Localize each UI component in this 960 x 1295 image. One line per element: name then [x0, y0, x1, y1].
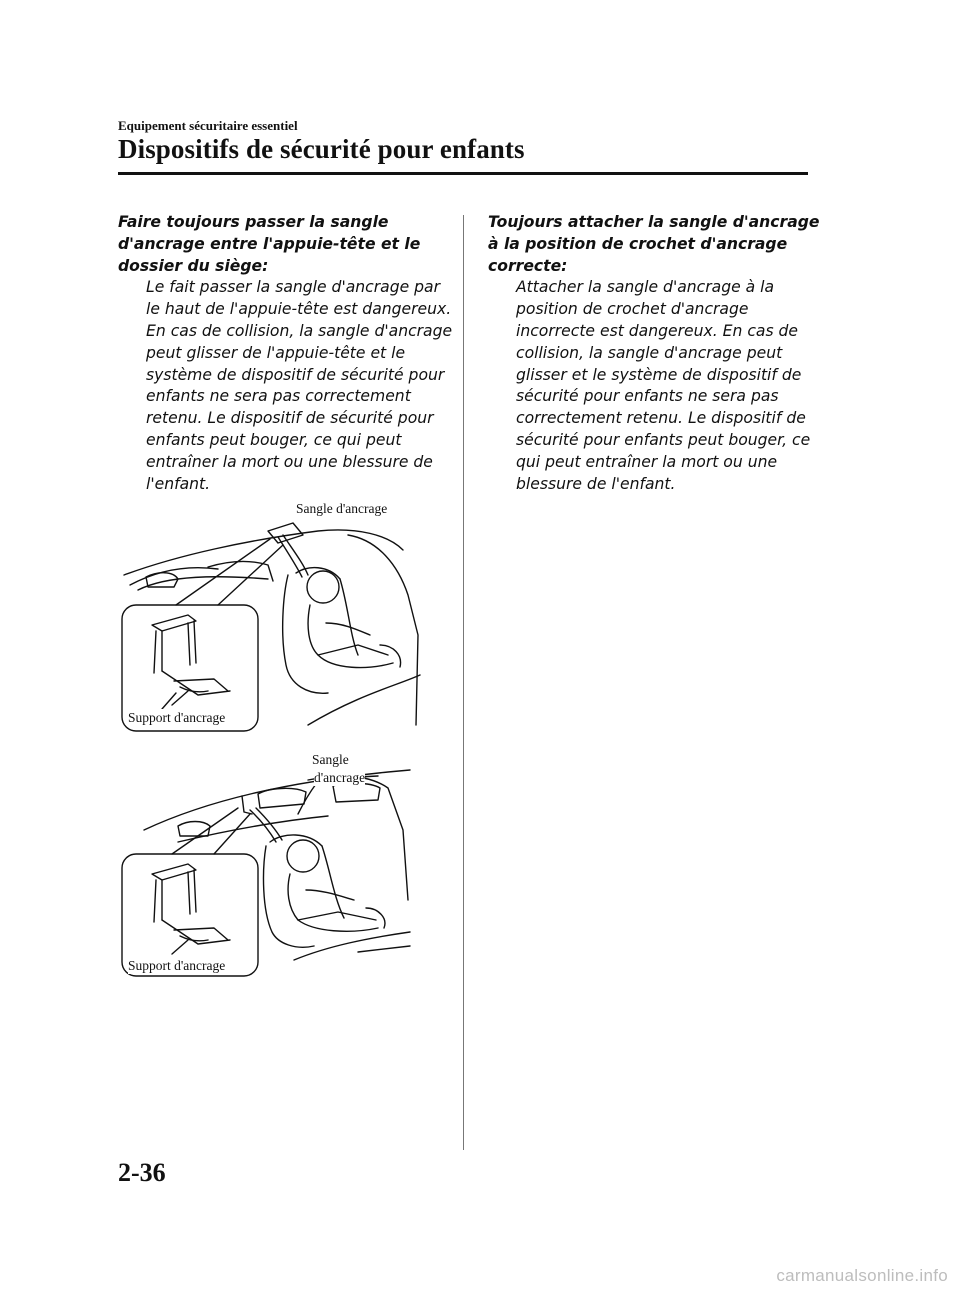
warning-left-body: Le fait passer la sangle d'ancrage par le haut de l'appuie-tête est dangereux. En cas de collision, la sangle d'ancrage peut glisser de l'appuie-tête et le système de dispositif de sécurité pour enfants ne sera pas correctement retenu. Le dispositif de sécurité pour enfants peut bouger, ce qui peut entraîner la mort ou une blessure de l'enfant.	[146, 278, 453, 493]
title-rule	[118, 172, 808, 175]
warning-left	[118, 212, 458, 495]
figure-correct-anchor-position	[118, 750, 418, 982]
figure-tether-over-headrest	[118, 495, 438, 735]
child-seat-illustration-1	[118, 495, 438, 735]
page-number: 2-36	[118, 1158, 166, 1187]
watermark: carmanualsonline.info	[776, 1266, 948, 1285]
callout-anchor-support-2: Support d'ancrage	[128, 958, 226, 973]
callout-tether-strap-2-line1: Sangle	[312, 752, 349, 767]
warning-right-heading: Toujours attacher la sangle d'ancrage à la position de crochet d'ancrage correcte:	[488, 213, 820, 275]
callout-tether-strap-2-line2: d'ancrage	[314, 770, 366, 785]
child-seat-illustration-2	[118, 750, 418, 982]
callout-tether-strap-1: Sangle d'ancrage	[296, 501, 388, 516]
callout-anchor-support-1: Support d'ancrage	[128, 710, 226, 725]
page-title: Dispositifs de sécurité pour enfants	[118, 134, 525, 164]
column-divider	[463, 215, 464, 1150]
section-label: Equipement sécuritaire essentiel	[118, 118, 298, 133]
warning-right	[488, 212, 828, 495]
warning-left-heading: Faire toujours passer la sangle d'ancrage entre l'appuie-tête et le dossier du siège:	[118, 213, 421, 275]
warning-right-body: Attacher la sangle d'ancrage à la position de crochet d'ancrage incorrecte est dangereux. En cas de collision, la sangle d'ancrage peut glisser et le système de dispositif de sécurité pour enfants ne sera pas correctement retenu. Le dispositif de sécurité pour enfants peut bouger, ce qui peut entraîner la mort ou une blessure de l'enfant.	[516, 278, 811, 493]
